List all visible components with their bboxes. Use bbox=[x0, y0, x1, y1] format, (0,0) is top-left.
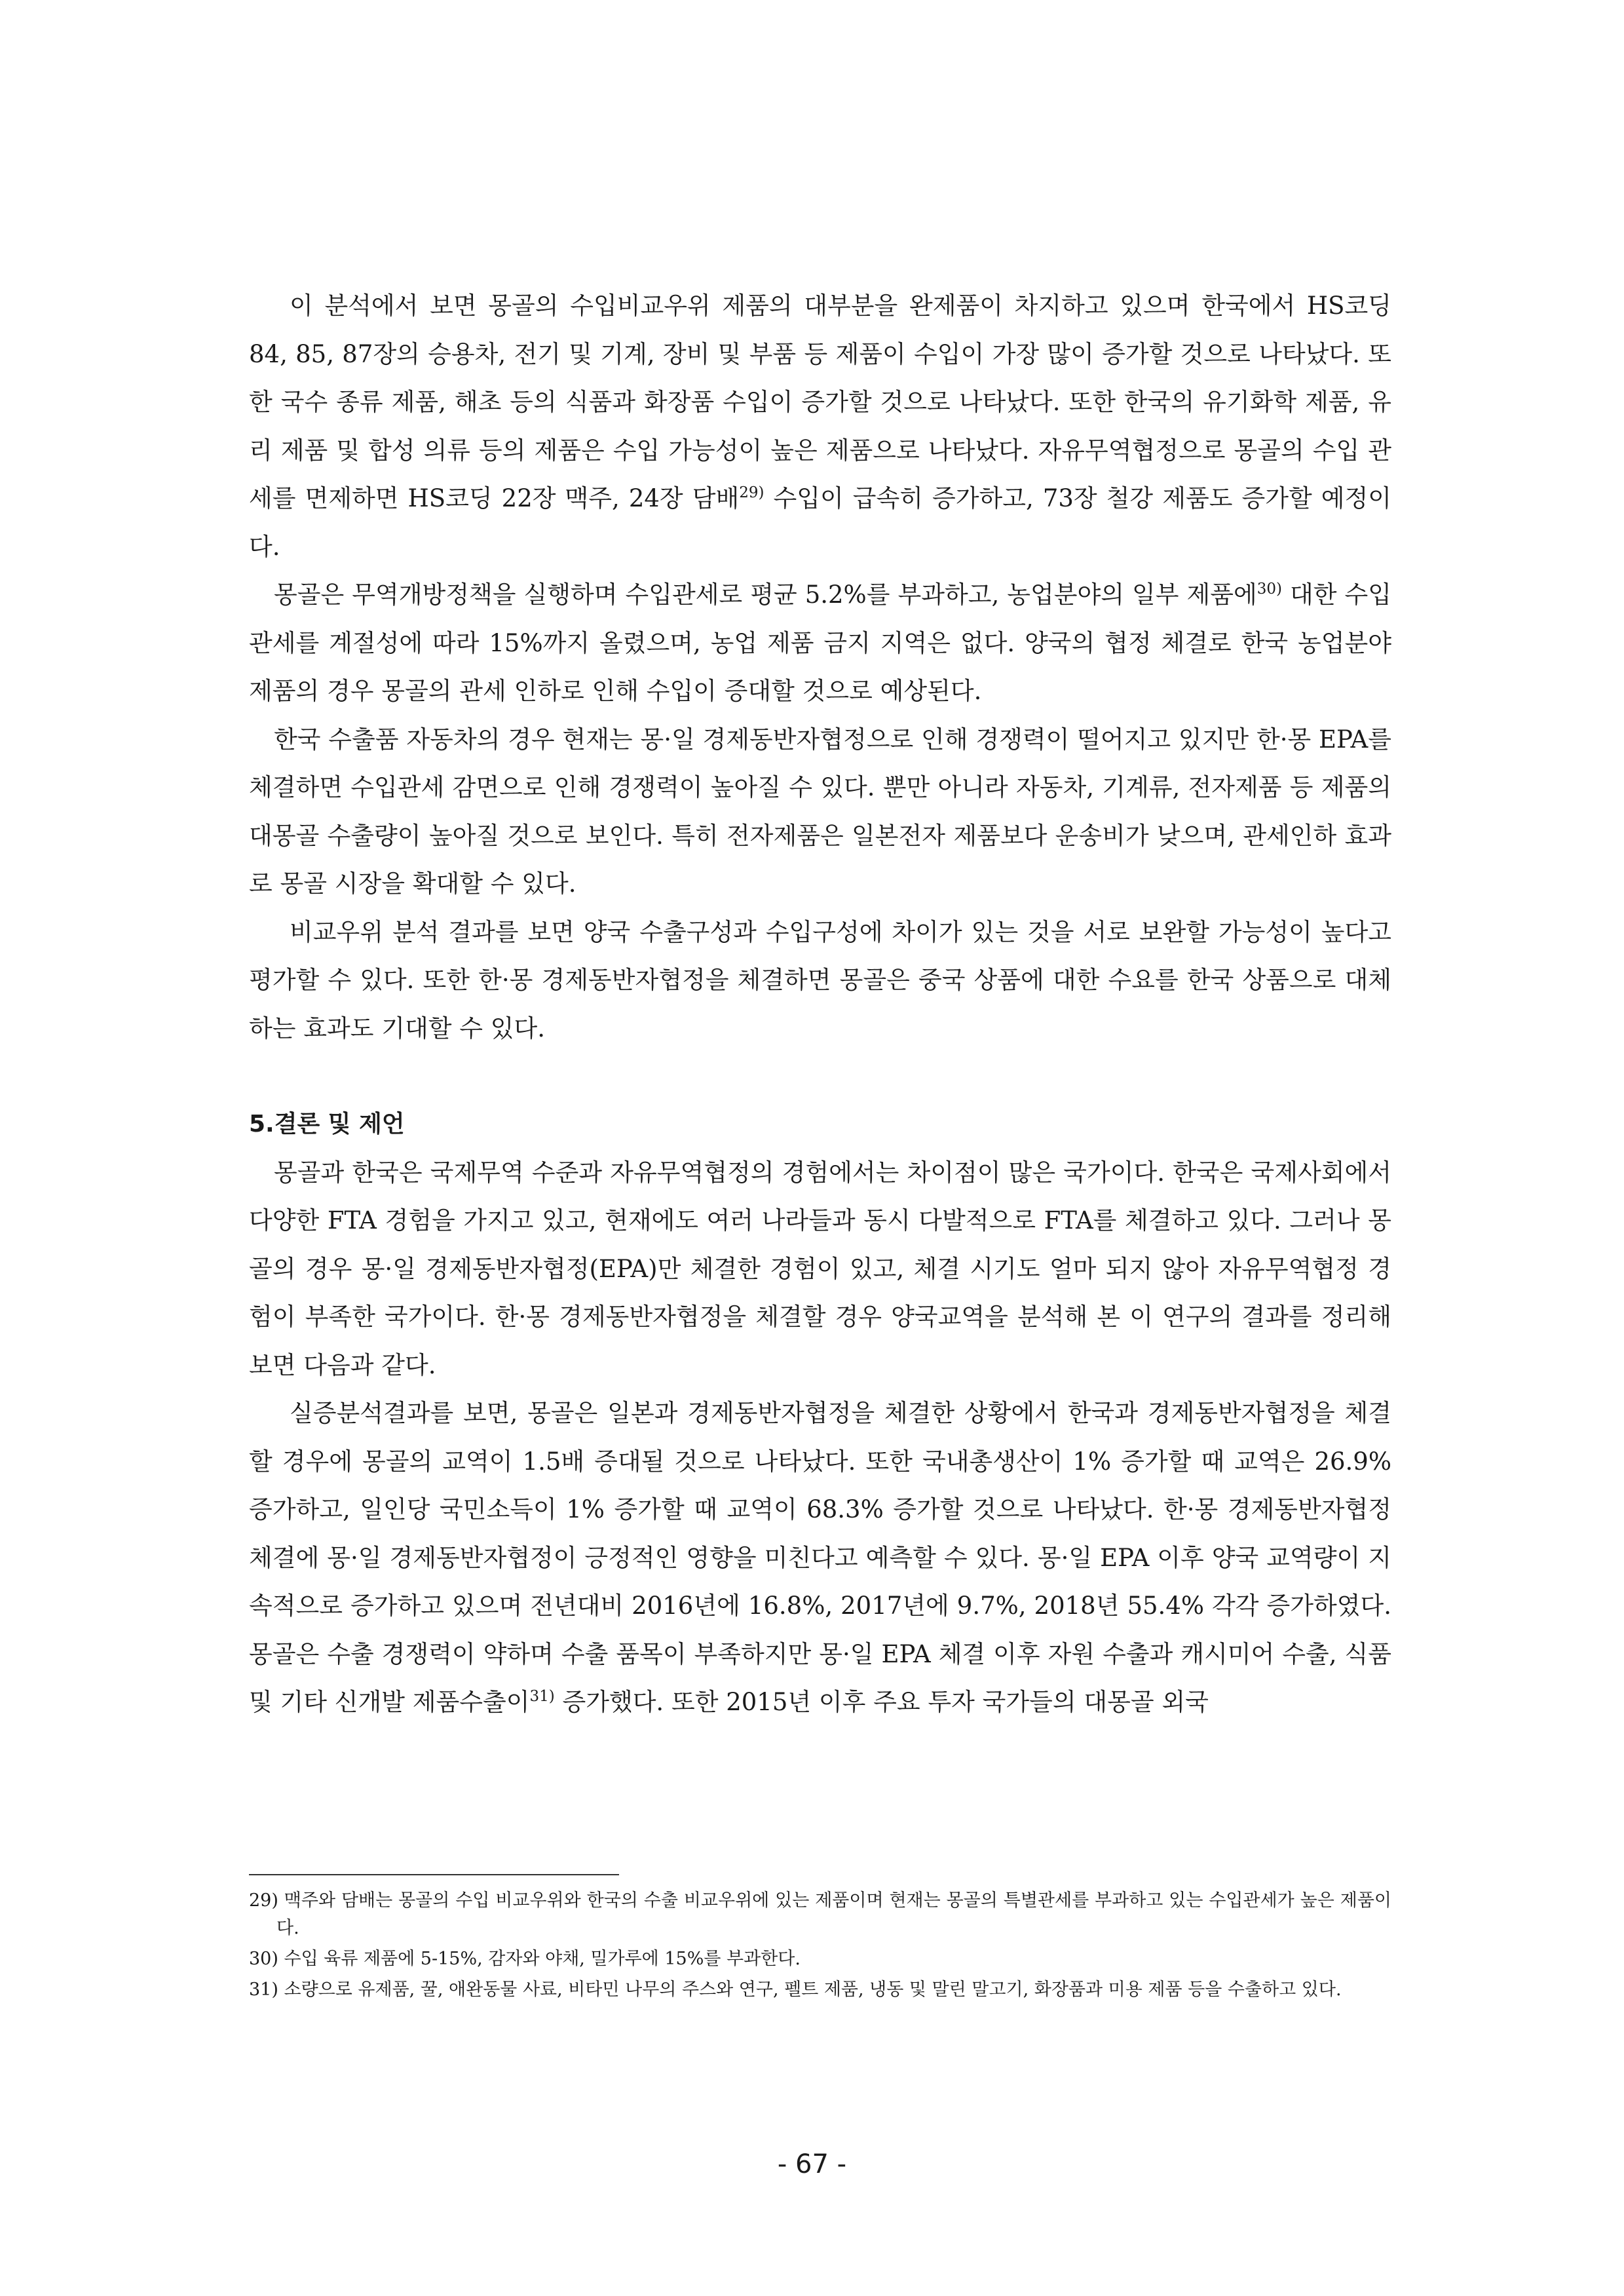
paragraph-tariff-policy bbox=[249, 571, 1391, 716]
footnote-number: 29) bbox=[249, 1890, 278, 1911]
footnote-text: 수입 육류 제품에 5-15%, 감자와 야채, 밀가루에 15%를 부과한다. bbox=[284, 1949, 801, 1969]
paragraph-comparative-advantage bbox=[249, 282, 1391, 571]
footnotes bbox=[249, 1887, 1391, 2007]
body-text bbox=[249, 282, 1391, 1727]
page-number: - 67 - bbox=[777, 2149, 847, 2179]
paragraph-text: 몽골과 한국은 국제무역 수준과 자유무역협정의 경험에서는 차이점이 많은 국가이다. 한국은 국제사회에서 다양한 FTA 경험을 가지고 있고, 현재에도 여러 나라들과 동시 다발적으로 FTA를 체결하고 있다. 그러나 몽골의 경우 몽·일 경제동반자협정(EPA)만 체결한 경험이 있고, 체결 시기도 얼마 되지 않아 자유무역협정 경험이 부족한 국가이다. 한·몽 경제동반자협정을 체결할 경우 양국교역을 분석해 본 이 연구의 결과를 정리해보면 다음과 같다. bbox=[249, 1158, 1391, 1379]
paragraph-text: 한국 수출품 자동차의 경우 현재는 몽·일 경제동반자협정으로 인해 경쟁력이 떨어지고 있지만 한·몽 EPA를 체결하면 수입관세 감면으로 인해 경쟁력이 높아질 수 있다. 뿐만 아니라 자동차, 기계류, 전자제품 등 제품의 대몽골 수출량이 높아질 것으로 보인다. 특히 전자제품은 일본전자 제품보다 운송비가 낮으며, 관세인하 효과로 몽골 시장을 확대할 수 있다. bbox=[249, 725, 1391, 898]
section-heading: 5.결론 및 제언 bbox=[249, 1111, 405, 1138]
footnote-30 bbox=[249, 1945, 1391, 1973]
footnote-divider bbox=[249, 1874, 619, 1875]
footnote-ref-30[interactable]: 30) bbox=[1256, 581, 1282, 598]
paragraph-text: 몽골은 무역개방정책을 실행하며 수입관세로 평균 5.2%를 부과하고, 농업분야의 일부 제품에 bbox=[274, 581, 1257, 609]
footnote-29 bbox=[249, 1887, 1391, 1942]
paragraph-complementarity bbox=[249, 908, 1391, 1053]
paragraph-text: 수입이 급속히 증가하고, 73장 철강 제품도 증가할 예정이다. bbox=[249, 484, 1391, 561]
paragraph-conclusion-intro bbox=[249, 1149, 1391, 1390]
paragraph-text: 실증분석결과를 보면, 몽골은 일본과 경제동반자협정을 체결한 상황에서 한국과 경제동반자협정을 체결할 경우에 몽골의 교역이 1.5배 증대될 것으로 나타났다. 또한 국내총생산이 1% 증가할 때 교역은 26.9% 증가하고, 일인당 국민소득이 1% 증가할 때 교역이 68.3% 증가할 것으로 나타났다. 한·몽 경제동반자협정 체결에 몽·일 경제동반자협정이 긍정적인 영향을 미친다고 예측할 수 있다. 몽·일 EPA 이후 양국 교역량이 지속적으로 증가하고 있으며 전년대비 2016년에 16.8%, 2017년에 9.7%, 2018년 55.4% 각각 증가하였다. 몽골은 수출 경쟁력이 약하며 수출 품목이 부족하지만 몽·일 EPA 체결 이후 자원 수출과 캐시미어 수출, 식품 및 기타 신개발 제품수출이 bbox=[249, 1399, 1391, 1716]
paragraph-automobile-export bbox=[249, 716, 1391, 908]
footnote-text: 소량으로 유제품, 꿀, 애완동물 사료, 비타민 나무의 주스와 연구, 펠트 제품, 냉동 및 말린 말고기, 화장품과 미용 제품 등을 수출하고 있다. bbox=[284, 1980, 1342, 2000]
paragraph-text: 비교우위 분석 결과를 보면 양국 수출구성과 수입구성에 차이가 있는 것을 서로 보완할 가능성이 높다고 평가할 수 있다. 또한 한·몽 경제동반자협정을 체결하면 몽골은 중국 상품에 대한 수요를 한국 상품으로 대체하는 효과도 기대할 수 있다. bbox=[249, 917, 1391, 1043]
footnote-text: 맥주와 담배는 몽골의 수입 비교우위와 한국의 수출 비교우위에 있는 제품이며 현재는 몽골의 특별관세를 부과하고 있는 수입관세가 높은 제품이다. bbox=[276, 1890, 1391, 1938]
paragraph-empirical-results bbox=[249, 1389, 1391, 1727]
footnote-number: 30) bbox=[249, 1949, 278, 1969]
paragraph-text: 대한 수입 관세를 계절성에 따라 15%까지 올렸으며, 농업 제품 금지 지역은 없다. 양국의 협정 체결로 한국 농업분야 제품의 경우 몽골의 관세 인하로 인해 수입이 증대할 것으로 예상된다. bbox=[249, 581, 1391, 705]
footnote-ref-31[interactable]: 31) bbox=[529, 1688, 555, 1705]
footnote-number: 31) bbox=[249, 1980, 278, 2000]
paragraph-text: 이 분석에서 보면 몽골의 수입비교우위 제품의 대부분을 완제품이 차지하고 있으며 한국에서 HS코딩 84, 85, 87장의 승용차, 전기 및 기계, 장비 및 부품 등 제품이 수입이 가장 많이 증가할 것으로 나타났다. 또한 국수 종류 제품, 해초 등의 식품과 화장품 수입이 증가할 것으로 나타났다. 또한 한국의 유기화학 제품, 유리 제품 및 합성 의류 등의 제품은 수입 가능성이 높은 제품으로 나타났다. 자유무역협정으로 몽골의 수입 관세를 면제하면 HS코딩 22장 맥주, 24장 담배 bbox=[249, 292, 1391, 512]
footnote-31 bbox=[249, 1976, 1391, 2004]
footnote-ref-29[interactable]: 29) bbox=[739, 484, 765, 501]
paragraph-text: 증가했다. 또한 2015년 이후 주요 투자 국가들의 대몽골 외국 bbox=[562, 1688, 1209, 1716]
